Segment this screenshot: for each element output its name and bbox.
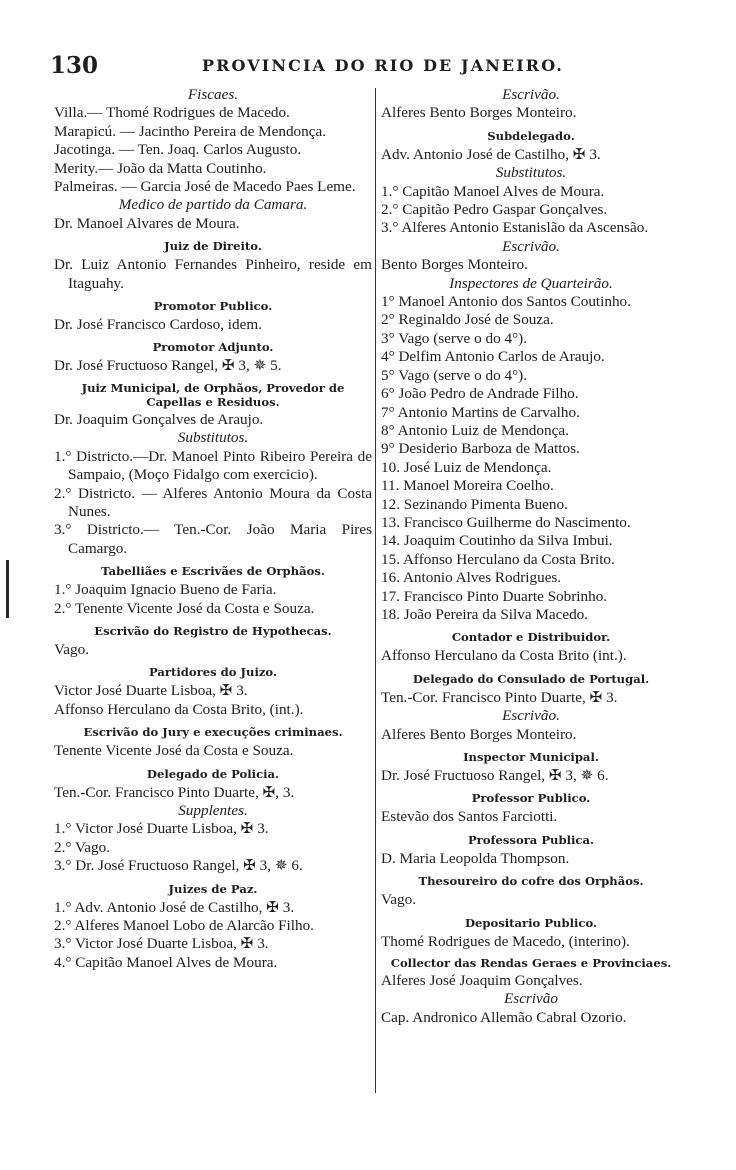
entry-line: 4.° Capitão Manoel Alves de Moura. xyxy=(54,953,278,971)
section-heading: Subdelegado. xyxy=(487,128,575,143)
section-heading: Escrivão do Registro de Hypothecas. xyxy=(94,623,332,638)
entry-line: 1.° Victor José Duarte Lisboa, ✠ 3. xyxy=(54,820,269,838)
column-divider xyxy=(375,88,376,1093)
entry-line: 1.° Capitão Manoel Alves de Moura. xyxy=(381,182,605,200)
entry-line: 1.° Adv. Antonio José de Castilho, ✠ 3. xyxy=(54,898,295,916)
entry-line: 3.° Districto.— Ten.-Cor. João Maria Pires Camargo. xyxy=(54,521,372,557)
section-heading: Professora Publica. xyxy=(467,832,595,847)
entry-line: 3.° Victor José Duarte Lisboa, ✠ 3. xyxy=(54,935,269,953)
entry-line: 2.° Alferes Manoel Lobo de Alarcão Filho. xyxy=(54,917,314,934)
subheading: Escrivão xyxy=(504,990,558,1008)
left-column xyxy=(54,86,372,972)
section-heading: Contador e Distribuidor. xyxy=(451,630,611,645)
subheading: Substitutos. xyxy=(495,164,567,182)
entry-line: Villa.— Thomé Rodrigues de Macedo. xyxy=(54,104,290,122)
section-heading: Juizes de Paz. xyxy=(168,881,258,896)
entry-line: Victor José Duarte Lisboa, ✠ 3. xyxy=(54,682,248,700)
section-heading: Thesoureiro do cofre dos Orphãos. xyxy=(418,874,644,889)
page-number: 130 xyxy=(50,52,99,79)
entry-line: 5° Vago (serve o do 4°). xyxy=(381,366,527,384)
entry-line: Tenente Vicente José da Costa e Souza. xyxy=(54,742,294,760)
entry-line: Estevão dos Santos Farciotti. xyxy=(381,808,558,826)
entry-line: 14. Joaquim Coutinho da Silva Imbui. xyxy=(381,532,613,550)
entry-line: Bento Borges Monteiro. xyxy=(381,256,528,274)
entry-line: 6° João Pedro de Andrade Filho. xyxy=(381,385,579,403)
entry-line: Ten.-Cor. Francisco Pinto Duarte, ✠ 3. xyxy=(381,688,618,706)
entry-line: 3.° Dr. José Fructuoso Rangel, ✠ 3, ✵ 6. xyxy=(54,857,303,875)
entry-line: Dr. José Francisco Cardoso, idem. xyxy=(54,316,262,334)
entry-line: 2° Reginaldo José de Souza. xyxy=(381,311,554,329)
entry-line: 4° Delfim Antonio Carlos de Araujo. xyxy=(381,348,605,366)
section-heading: Promotor Publico. xyxy=(153,299,273,314)
entry-line: 2.° Capitão Pedro Gaspar Gonçalves. xyxy=(381,201,608,219)
subheading: Medico de partido da Camara. xyxy=(118,196,308,214)
section-heading: Depositario Publico. xyxy=(464,915,598,930)
entry-line: Vago. xyxy=(381,891,417,909)
entry-line: Vago. xyxy=(54,640,90,658)
section-heading: Collector das Rendas Geraes e Provinciaes. xyxy=(390,956,672,971)
section-heading: Delegado de Policia. xyxy=(146,766,280,781)
entry-line: 3° Vago (serve o do 4°). xyxy=(381,329,527,347)
entry-line: Affonso Herculano da Costa Brito (int.). xyxy=(381,647,627,665)
running-title: PROVINCIA DO RIO DE JANEIRO. xyxy=(202,56,564,75)
entry-line: Dr. José Fructuoso Rangel, ✠ 3, ✵ 5. xyxy=(54,357,282,375)
entry-line: 1° Manoel Antonio dos Santos Coutinho. xyxy=(381,293,631,311)
right-column xyxy=(381,86,681,1027)
entry-line: Dr. Joaquim Gonçalves de Araujo. xyxy=(54,410,264,428)
entry-line: 1.° Districto.—Dr. Manoel Pinto Ribeiro Pereira de Sampaio, (Moço Fidalgo com exercicio). xyxy=(54,447,372,484)
entry-line: 1.° Joaquim Ignacio Bueno de Faria. xyxy=(54,581,277,599)
entry-line: 8° Antonio Luiz de Mendonça. xyxy=(381,421,569,439)
entry-line: Palmeiras. — Garcia José de Macedo Paes Leme. xyxy=(54,178,356,196)
section-heading: Inspector Municipal. xyxy=(463,750,599,764)
entry-line: 11. Manoel Moreira Coelho. xyxy=(381,477,554,495)
entry-line: Ten.-Cor. Francisco Pinto Duarte, ✠, 3. xyxy=(54,783,295,801)
two-column-body xyxy=(54,86,676,1096)
entry-line: 2.° Vago. xyxy=(54,838,110,856)
entry-line: 9° Desiderio Barboza de Mattos. xyxy=(381,440,580,458)
entry-line: 12. Sezinando Pimenta Bueno. xyxy=(381,495,568,513)
entry-line: Affonso Herculano da Costa Brito, (int.). xyxy=(54,700,304,718)
entry-line: Jacotinga. — Ten. Joaq. Carlos Augusto. xyxy=(54,141,302,159)
entry-line: 16. Antonio Alves Rodrigues. xyxy=(381,569,562,587)
entry-line: 7° Antonio Martins de Carvalho. xyxy=(381,403,580,421)
entry-line: Cap. Andronico Allemão Cabral Ozorio. xyxy=(381,1008,627,1026)
subheading: Fiscaes. xyxy=(187,86,239,103)
subheading: Escrivão. xyxy=(502,86,560,103)
section-heading: Tabelliães e Escrivães de Orphãos. xyxy=(101,564,325,579)
entry-line: Alferes José Joaquim Gonçalves. xyxy=(381,972,583,990)
entry-line: Thomé Rodrigues de Macedo, (interino). xyxy=(381,932,630,950)
entry-line: 2.° Districto. — Alferes Antonio Moura da Costa Nunes. xyxy=(54,484,372,520)
entry-line: 3.° Alferes Antonio Estanislão da Ascensão. xyxy=(381,219,649,237)
subheading: Supplentes. xyxy=(178,801,248,819)
subheading: Escrivão. xyxy=(502,237,560,255)
subheading: Substitutos. xyxy=(177,429,249,447)
entry-line: Alferes Bento Borges Monteiro. xyxy=(381,104,577,122)
page-header xyxy=(50,52,590,82)
entry-line: 18. João Pereira da Silva Macedo. xyxy=(381,605,589,623)
section-heading: Escrivão do Jury e execuções criminaes. xyxy=(83,725,343,740)
entry-line: 13. Francisco Guilherme do Nascimento. xyxy=(381,513,631,531)
entry-line: Merity.— João da Matta Coutinho. xyxy=(54,159,267,177)
entry-line: Alferes Bento Borges Monteiro. xyxy=(381,725,577,743)
section-heading: Partidores do Juizo. xyxy=(148,665,278,680)
section-heading: Juiz de Direito. xyxy=(164,239,262,254)
entry-line: Marapicú. — Jacintho Pereira de Mendonça. xyxy=(54,122,327,140)
entry-line: Dr. Luiz Antonio Fernandes Pinheiro, reside em Itaguahy. xyxy=(54,256,372,292)
section-heading: Promotor Adjunto. xyxy=(152,340,274,355)
entry-line: 2.° Tenente Vicente José da Costa e Souza. xyxy=(54,599,315,617)
section-heading: Professor Publico. xyxy=(471,791,591,806)
section-heading: Juiz Municipal, de Orphãos, Provedor de Capellas e Residuos. xyxy=(81,380,345,409)
entry-line: 15. Affonso Herculano da Costa Brito. xyxy=(381,550,615,568)
section-heading: Delegado do Consulado de Portugal. xyxy=(412,671,650,686)
entry-line: Dr. José Fructuoso Rangel, ✠ 3, ✵ 6. xyxy=(381,767,609,784)
scan-edge-mark xyxy=(6,560,9,618)
subheading: Inspectores de Quarteirão. xyxy=(449,274,613,292)
entry-line: 17. Francisco Pinto Duarte Sobrinho. xyxy=(381,587,608,605)
subheading: Escrivão. xyxy=(502,707,560,725)
entry-line: Dr. Manoel Alvares de Moura. xyxy=(54,214,240,232)
entry-line: D. Maria Leopolda Thompson. xyxy=(381,849,570,867)
entry-line: 10. José Luiz de Mendonça. xyxy=(381,458,552,476)
entry-line: Adv. Antonio José de Castilho, ✠ 3. xyxy=(381,145,601,163)
